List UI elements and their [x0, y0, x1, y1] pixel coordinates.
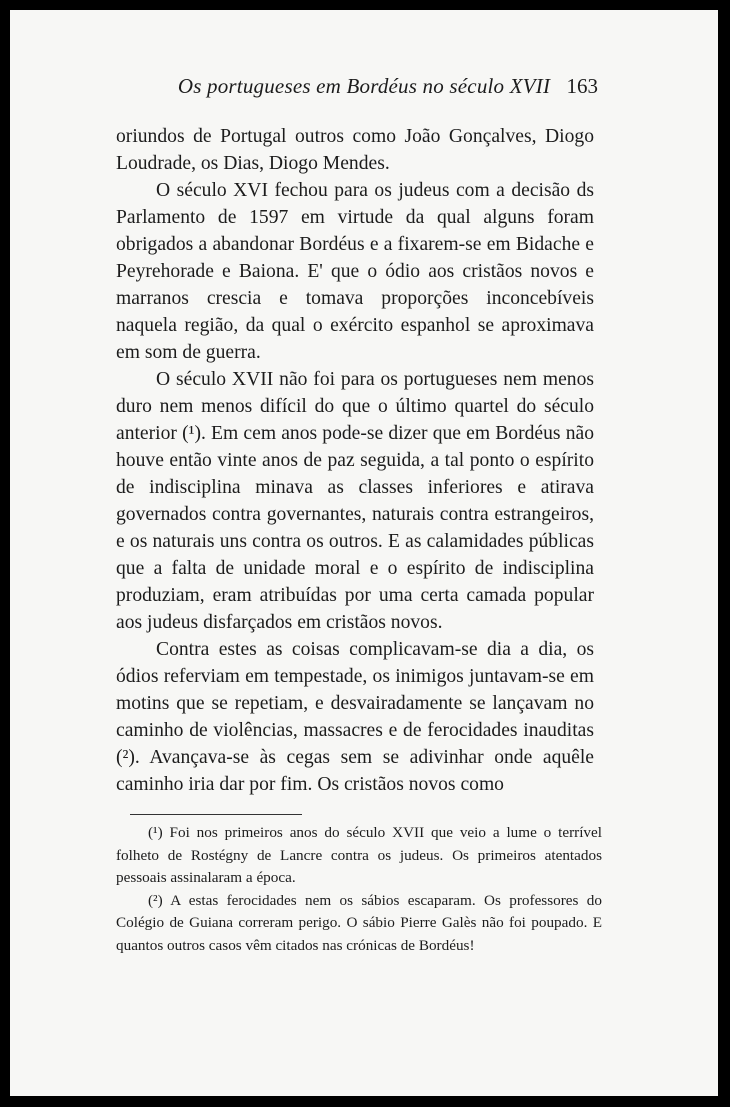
running-title: Os portugueses em Bordéus no século XVII: [177, 74, 551, 98]
page-number: 163: [566, 74, 598, 98]
paragraph: Contra estes as coisas complicavam-se dia a dia, os ódios referviam em tempestade, os inimigos juntavam-se em motins que se repetiam, e desvairadamente se lançavam no caminho de violências, massacres e de ferocidades inauditas (²). Avançava-se às cegas sem se adivinhar onde aquêle caminho iria dar por fim. Os cristãos novos como: [116, 639, 594, 795]
footnote: (¹) Foi nos primeiros anos do século XVII que veio a lume o terrível folheto de Rostégny de Lancre contra os judeus. Os primeiros atentados pessoais assinalaram a época.: [116, 824, 602, 886]
book-page: [10, 10, 718, 1096]
paragraph: O século XVII não foi para os portugueses nem menos duro nem menos difícil do que o último quartel do século anterior (¹). Em cem anos pode-se dizer que em Bordéus não houve então vinte anos de paz seguida, a tal ponto o espírito de indisciplina minava as classes inferiores e atirava governados contra governantes, naturais contra estrangeiros, e os naturais uns contra os outros. E as calamidades públicas que a falta de unidade moral e o espírito de indisciplina produziam, eram atribuídas por uma certa camada popular aos judeus disfarçados em cristãos novos.: [116, 369, 594, 633]
body-text: [116, 123, 594, 798]
footnote-rule: [130, 814, 302, 815]
footnotes: [116, 822, 602, 957]
footnote: (²) A estas ferocidades nem os sábios escaparam. Os professores do Colégio de Guiana correram perigo. O sábio Pierre Galès não foi poupado. E quantos outros casos vêm citados nas crónicas de Bordéus!: [116, 891, 602, 954]
paragraph: oriundos de Portugal outros como João Gonçalves, Diogo Loudrade, os Dias, Diogo Mendes.: [116, 126, 594, 174]
page-header: [10, 70, 718, 104]
paragraph: O século XVI fechou para os judeus com a decisão ds Parlamento de 1597 em virtude da qual alguns foram obrigados a abandonar Bordéus e a fixarem-se em Bidache e Peyrehorade e Baiona. E' que o ódio aos cristãos novos e marranos crescia e tomava proporções inconcebíveis naquela região, da qual o exército espanhol se aproximava em som de guerra.: [116, 180, 594, 363]
